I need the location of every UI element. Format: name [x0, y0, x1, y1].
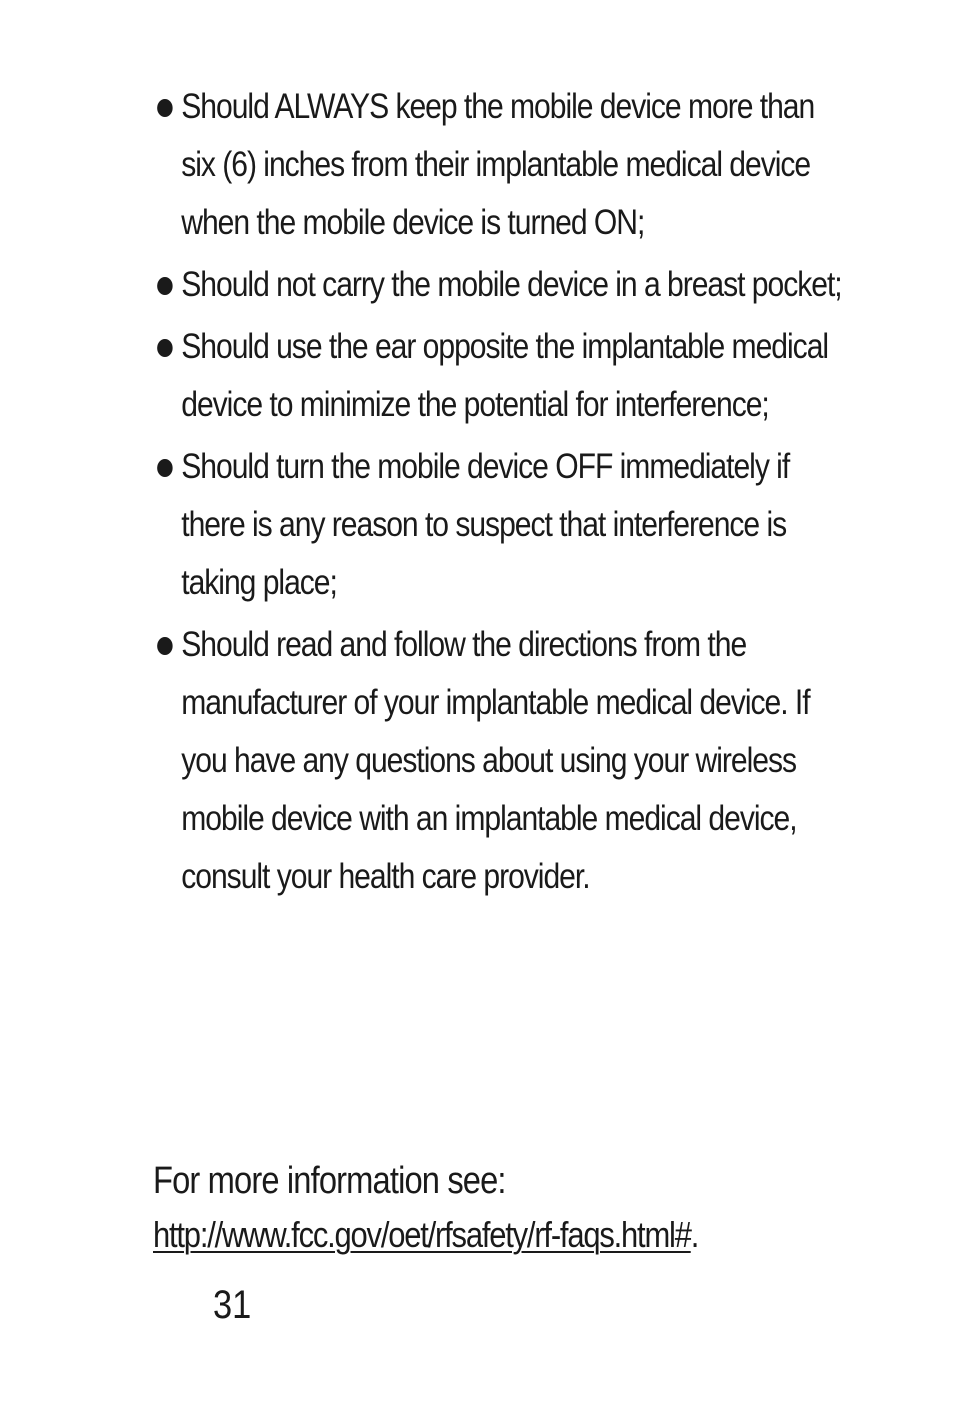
bullet-item [152, 438, 852, 612]
link-trailing-period: . [690, 1214, 699, 1255]
bullet-item [152, 78, 852, 252]
bullet-text: Should use the ear opposite the implantable medical device to minimize the potential for interference; [181, 327, 829, 424]
bullet-dot-icon [157, 637, 172, 655]
bullet-text: Should not carry the mobile device in a breast pocket; [181, 265, 842, 304]
bullet-item [152, 616, 852, 906]
bullet-text: Should turn the mobile device OFF immediately if there is any reason to suspect that interference is taking place; [181, 447, 790, 602]
more-info-label: For more information see: [153, 1160, 506, 1202]
safety-bullet-list [152, 78, 852, 910]
bullet-dot-icon [157, 277, 172, 295]
bullet-item [152, 256, 852, 314]
more-info-link-line [153, 1208, 698, 1262]
page-number: 31 [213, 1283, 252, 1327]
bullet-text: Should read and follow the directions from the manufacturer of your implantable medical device. If you have any questions about using your wireless mobile device with an implantable medical device, consult your health care provider. [181, 625, 810, 896]
fcc-faq-link[interactable]: http://www.fcc.gov/oet/rfsafety/rf-faqs.html# [153, 1214, 691, 1255]
bullet-text: Should ALWAYS keep the mobile device more than six (6) inches from their implantable medical device when the mobile device is turned ON; [181, 87, 815, 242]
bullet-dot-icon [157, 339, 172, 357]
bullet-dot-icon [157, 99, 172, 117]
bullet-item [152, 318, 852, 434]
bullet-dot-icon [157, 459, 172, 477]
